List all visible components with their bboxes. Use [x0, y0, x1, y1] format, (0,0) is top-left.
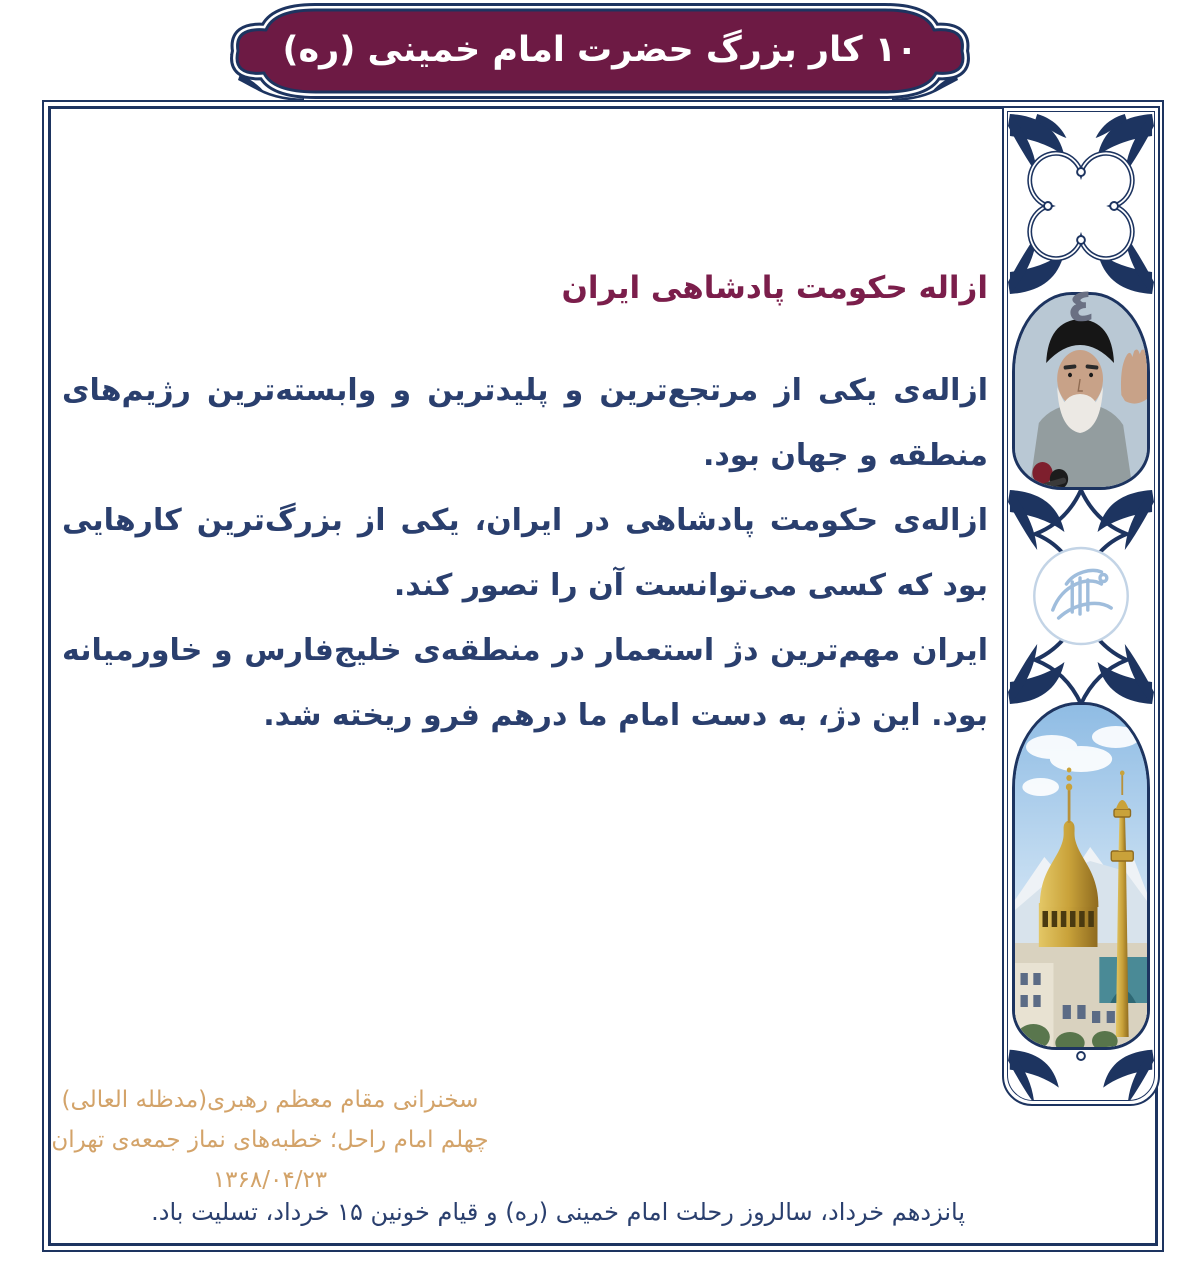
source-citation: [50, 1080, 490, 1200]
quatrefoil-number-badge: [1008, 112, 1154, 296]
khomeini-shrine-photo: [1012, 702, 1150, 1050]
banner-title: ۱۰ کار بزرگ حضرت امام خمینی (ره): [282, 30, 918, 70]
side-ornament-panel: [1002, 106, 1160, 1106]
body-text: [62, 358, 988, 748]
floral-fern-ornament: [1008, 1048, 1154, 1101]
signature-calligraphy-medallion: [1008, 488, 1154, 706]
footer-condolence-text: پانزدهم خرداد، سالروز رحلت امام خمینی (ره) و قیام خونین ۱۵ خرداد، تسلیت باد.: [151, 1198, 965, 1226]
source-line-1: سخنرانی مقام معظم رهبری(مدظله العالی): [61, 1087, 479, 1113]
header-banner: [220, 0, 980, 100]
source-date: ۱۳۶۸/۰۴/۲۳: [212, 1167, 328, 1193]
source-line-2: چهلم امام راحل؛ خطبه‌های نماز جمعه‌ی تهران: [51, 1127, 489, 1153]
side-ornament-panel-inner: [1007, 111, 1155, 1101]
shrine-illustration: [1015, 705, 1147, 1047]
paragraph-2: ازاله‌ی حکومت پادشاهی در ایران، یکی از بزرگ‌ترین کارهایی بود که کسی می‌توانست آن را تصور کند.: [62, 503, 988, 603]
paragraph-1: ازاله‌ی یکی از مرتجع‌ترین و پلیدترین و وابسته‌ترین رژیم‌های منطقه و جهان بود.: [62, 373, 988, 473]
section-title: ازاله حکومت پادشاهی ایران: [561, 270, 988, 306]
section-number: ٤: [1066, 278, 1096, 332]
paragraph-3: ایران مهم‌ترین دژ استعمار در منطقه‌ی خلیج‌فارس و خاورمیانه بود. این دژ، به دست امام ما درهم فرو ریخته شد.: [62, 633, 988, 733]
